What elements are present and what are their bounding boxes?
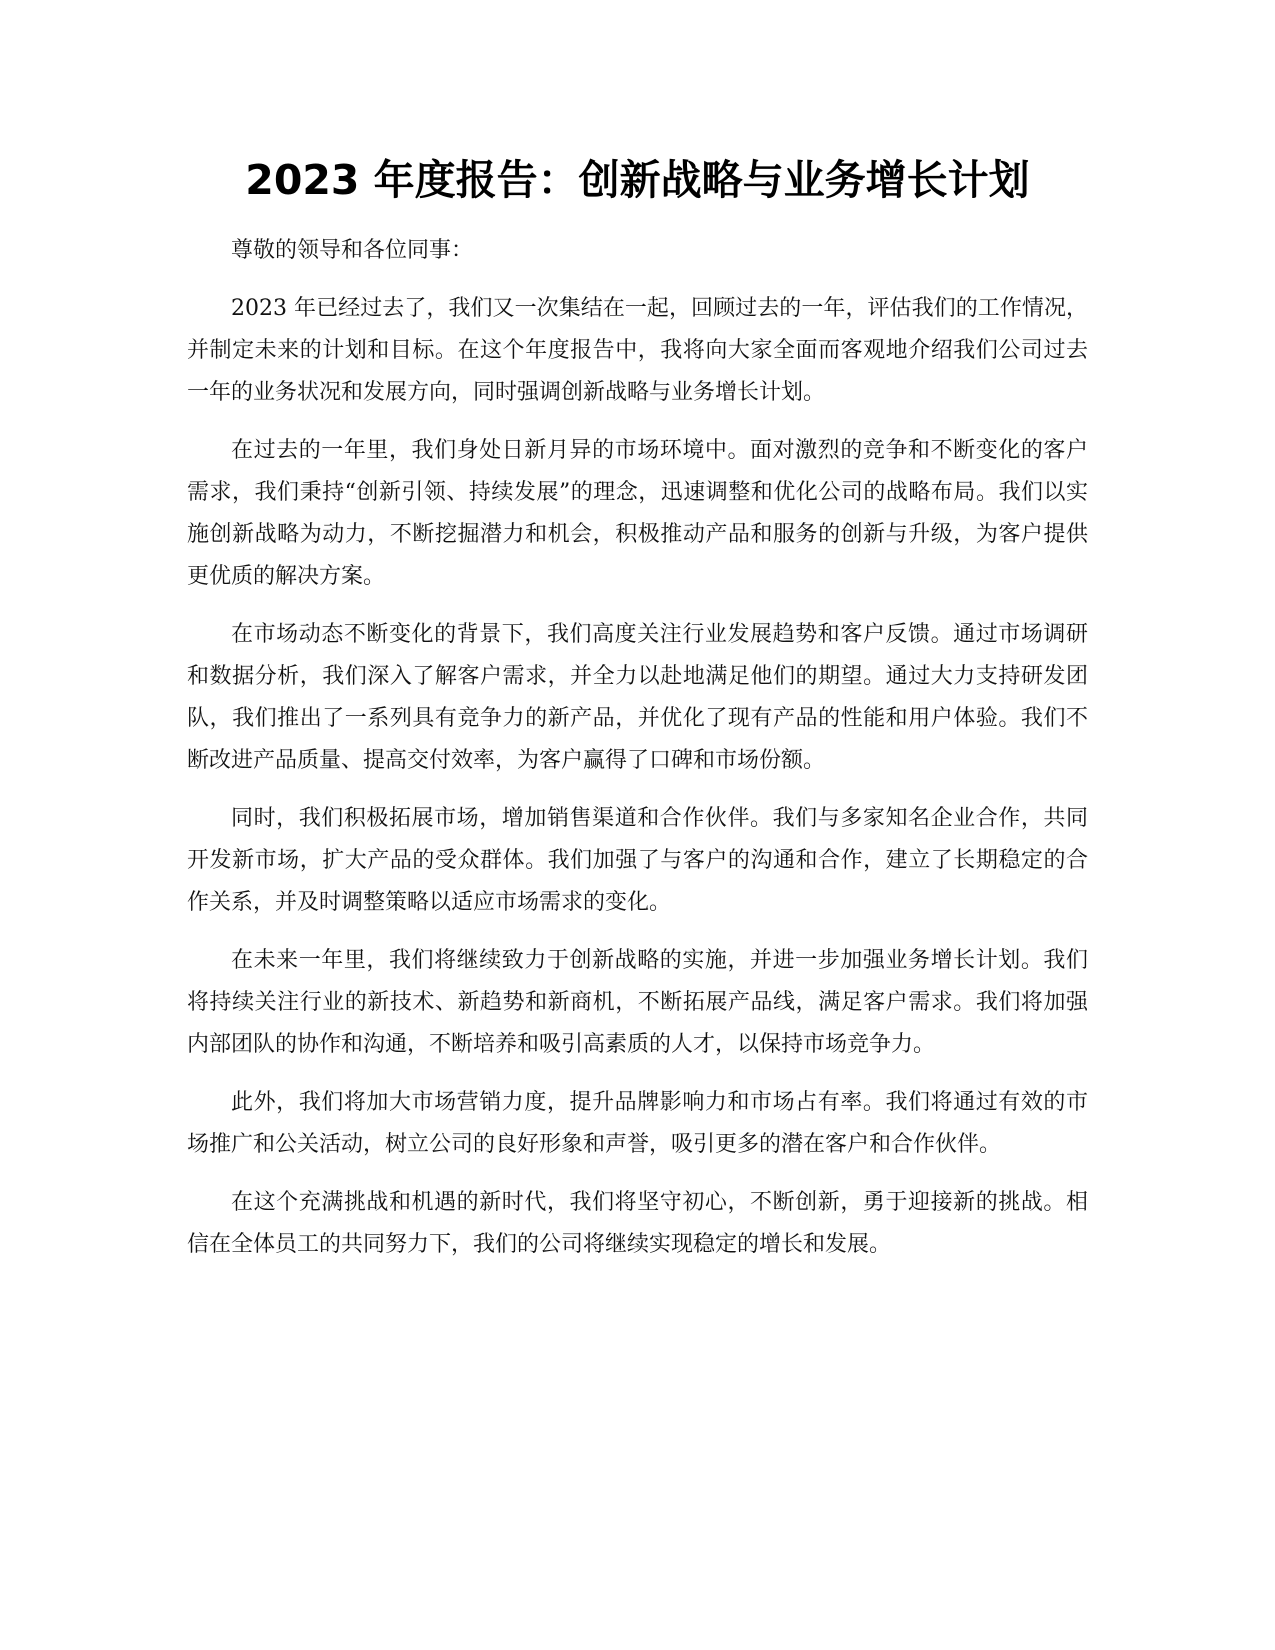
document-body (187, 230, 1088, 1282)
paragraph-salutation: 尊敬的领导和各位同事： (231, 238, 474, 263)
paragraph: 在过去的一年里，我们身处日新月异的市场环境中。面对激烈的竞争和不断变化的客户需求，我们秉持“创新引领、持续发展”的理念，迅速调整和优化公司的战略布局。我们以实施创新战略为动力，不断挖掘潜力和机会，积极推动产品和服务的创新与升级，为客户提供更优质的解决方案。 (187, 438, 1088, 589)
paragraph: 2023 年已经过去了，我们又一次集结在一起，回顾过去的一年，评估我们的工作情况，并制定未来的计划和目标。在这个年度报告中，我将向大家全面而客观地介绍我们公司过去一年的业务状况和发展方向，同时强调创新战略与业务增长计划。 (187, 296, 1088, 405)
document-title: 2023 年度报告：创新战略与业务增长计划 (245, 156, 1030, 204)
paragraph: 在这个充满挑战和机遇的新时代，我们将坚守初心，不断创新，勇于迎接新的挑战。相信在全体员工的共同努力下，我们的公司将继续实现稳定的增长和发展。 (187, 1190, 1088, 1257)
paragraph: 在未来一年里，我们将继续致力于创新战略的实施，并进一步加强业务增长计划。我们将持续关注行业的新技术、新趋势和新商机，不断拓展产品线，满足客户需求。我们将加强内部团队的协作和沟通，不断培养和吸引高素质的人才，以保持市场竞争力。 (187, 948, 1088, 1057)
paragraph: 同时，我们积极拓展市场，增加销售渠道和合作伙伴。我们与多家知名企业合作，共同开发新市场，扩大产品的受众群体。我们加强了与客户的沟通和合作，建立了长期稳定的合作关系，并及时调整策略以适应市场需求的变化。 (187, 806, 1088, 915)
paragraph: 此外，我们将加大市场营销力度，提升品牌影响力和市场占有率。我们将通过有效的市场推广和公关活动，树立公司的良好形象和声誉，吸引更多的潜在客户和合作伙伴。 (187, 1090, 1088, 1157)
paragraph: 在市场动态不断变化的背景下，我们高度关注行业发展趋势和客户反馈。通过市场调研和数据分析，我们深入了解客户需求，并全力以赴地满足他们的期望。通过大力支持研发团队，我们推出了一系列具有竞争力的新产品，并优化了现有产品的性能和用户体验。我们不断改进产品质量、提高交付效率，为客户赢得了口碑和市场份额。 (187, 622, 1088, 773)
